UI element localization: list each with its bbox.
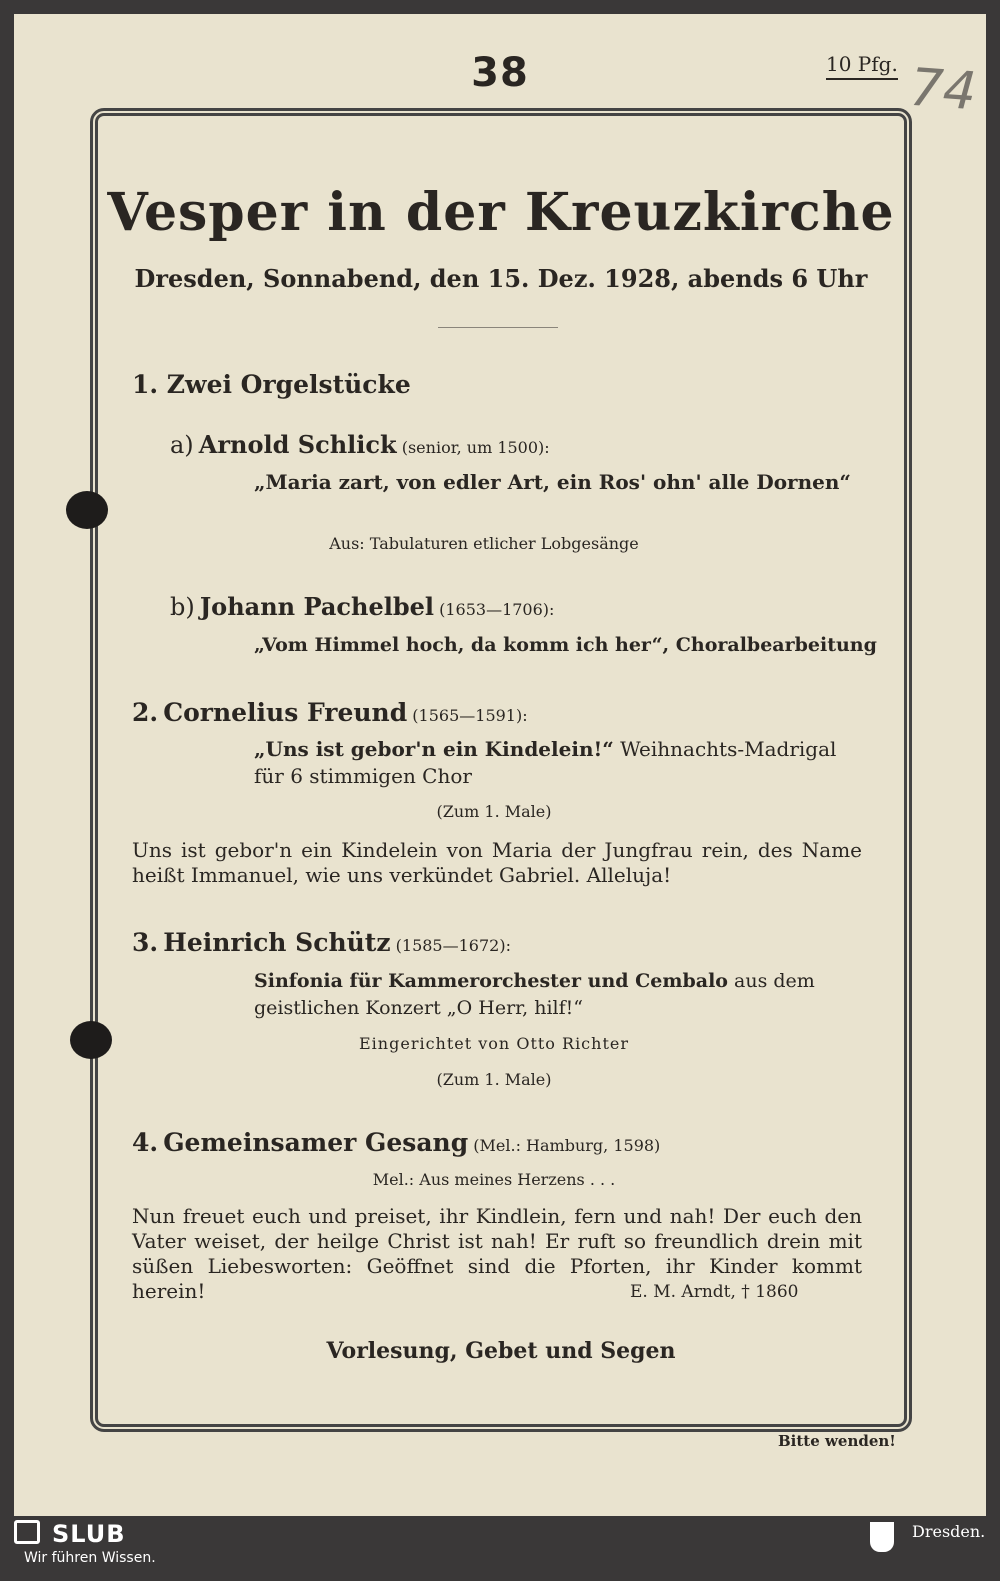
item-4-mel: Mel.: Aus meines Herzens . . . xyxy=(372,1170,616,1189)
item-1a-work: „Maria zart, von edler Art, ein Ros' ohn' alle Dornen“ xyxy=(254,470,851,494)
item-1a-label: a) xyxy=(170,431,194,459)
item-4-author: E. M. Arndt, † 1860 xyxy=(630,1282,799,1302)
item-2-text: Uns ist gebor'n ein Kindelein von Maria der Jungfrau rein, des Name heißt Immanuel, wie uns verkündet Gabriel. Alleluja! xyxy=(132,838,862,887)
page-number: 38 xyxy=(471,50,529,96)
item-1b-dates: (1653—1706): xyxy=(439,600,555,619)
punch-hole xyxy=(66,491,108,529)
turn-page-note: Bitte wenden! xyxy=(778,1432,896,1450)
item-2-dates: (1565—1591): xyxy=(412,706,528,725)
item-1a-line xyxy=(170,430,550,459)
viewer-footer xyxy=(0,1516,1000,1581)
item-1a-source: Aus: Tabulaturen etlicher Lobgesänge xyxy=(329,534,639,553)
item-2-composer: Cornelius Freund xyxy=(163,698,408,727)
price-label: 10 Pfg. xyxy=(826,52,898,80)
punch-hole xyxy=(70,1021,112,1059)
item-3-work xyxy=(254,968,860,1022)
item-1b-line xyxy=(170,592,554,621)
item-2-work-title: „Uns ist gebor'n ein Kindelein!“ xyxy=(254,737,614,761)
item-4-mel-source: (Mel.: Hamburg, 1598) xyxy=(473,1136,661,1155)
item-3-work-title: Sinfonia für Kammerorchester und Cembalo xyxy=(254,970,728,992)
city-crest-icon xyxy=(870,1522,894,1552)
program-subtitle: Dresden, Sonnabend, den 15. Dez. 1928, abends 6 Uhr xyxy=(134,264,868,293)
program-title: Vesper in der Kreuzkirche xyxy=(107,182,895,243)
item-1b-composer: Johann Pachelbel xyxy=(199,592,435,621)
item-1b-label: b) xyxy=(170,593,195,621)
item-1b-work: „Vom Himmel hoch, da komm ich her“, Choralbearbeitung xyxy=(254,634,877,656)
item-2-number: 2. xyxy=(132,698,159,727)
item-3-number: 3. xyxy=(132,928,159,957)
item-2-line xyxy=(132,698,528,727)
document-page xyxy=(14,14,986,1516)
item-1a-composer: Arnold Schlick xyxy=(198,430,397,459)
library-name[interactable]: SLUB xyxy=(52,1520,126,1548)
item-1a-dates: (senior, um 1500): xyxy=(401,438,550,457)
item-1-heading: 1. Zwei Orgelstücke xyxy=(132,370,411,399)
item-4-line xyxy=(132,1128,660,1157)
city-logo[interactable]: Dresden. xyxy=(912,1522,986,1541)
library-tagline: Wir führen Wissen. xyxy=(24,1550,156,1566)
handwritten-number: 74 xyxy=(907,57,979,123)
item-3-work-rest: aus dem geistlichen Konzert „O Herr, hilf!“ xyxy=(254,970,815,1019)
item-2-work-desc: Weihnachts-Madrigal für 6 stimmigen Chor xyxy=(254,737,837,788)
item-3-arranger: Eingerichtet von Otto Richter xyxy=(359,1034,629,1053)
item-4-number: 4. xyxy=(132,1128,159,1157)
book-icon xyxy=(14,1520,40,1544)
item-3-line xyxy=(132,928,511,957)
closing-line: Vorlesung, Gebet und Segen xyxy=(326,1338,676,1364)
item-3-dates: (1585—1672): xyxy=(395,936,511,955)
item-3-note: (Zum 1. Male) xyxy=(436,1070,552,1089)
item-4-heading: Gemeinsamer Gesang xyxy=(163,1128,469,1157)
item-4-text: Nun freuet euch und preiset, ihr Kindlein, fern und nah! Der euch den Vater weiset, der heilge Christ ist nah! Er ruft so freundlich drein mit süßen Liebesworten: Geöffnet sind die Pforten, ihr Kinder kommt herein! xyxy=(132,1204,862,1303)
item-3-composer: Heinrich Schütz xyxy=(163,928,391,957)
item-2-work xyxy=(254,736,860,790)
item-2-note: (Zum 1. Male) xyxy=(436,802,552,821)
divider xyxy=(438,327,558,328)
